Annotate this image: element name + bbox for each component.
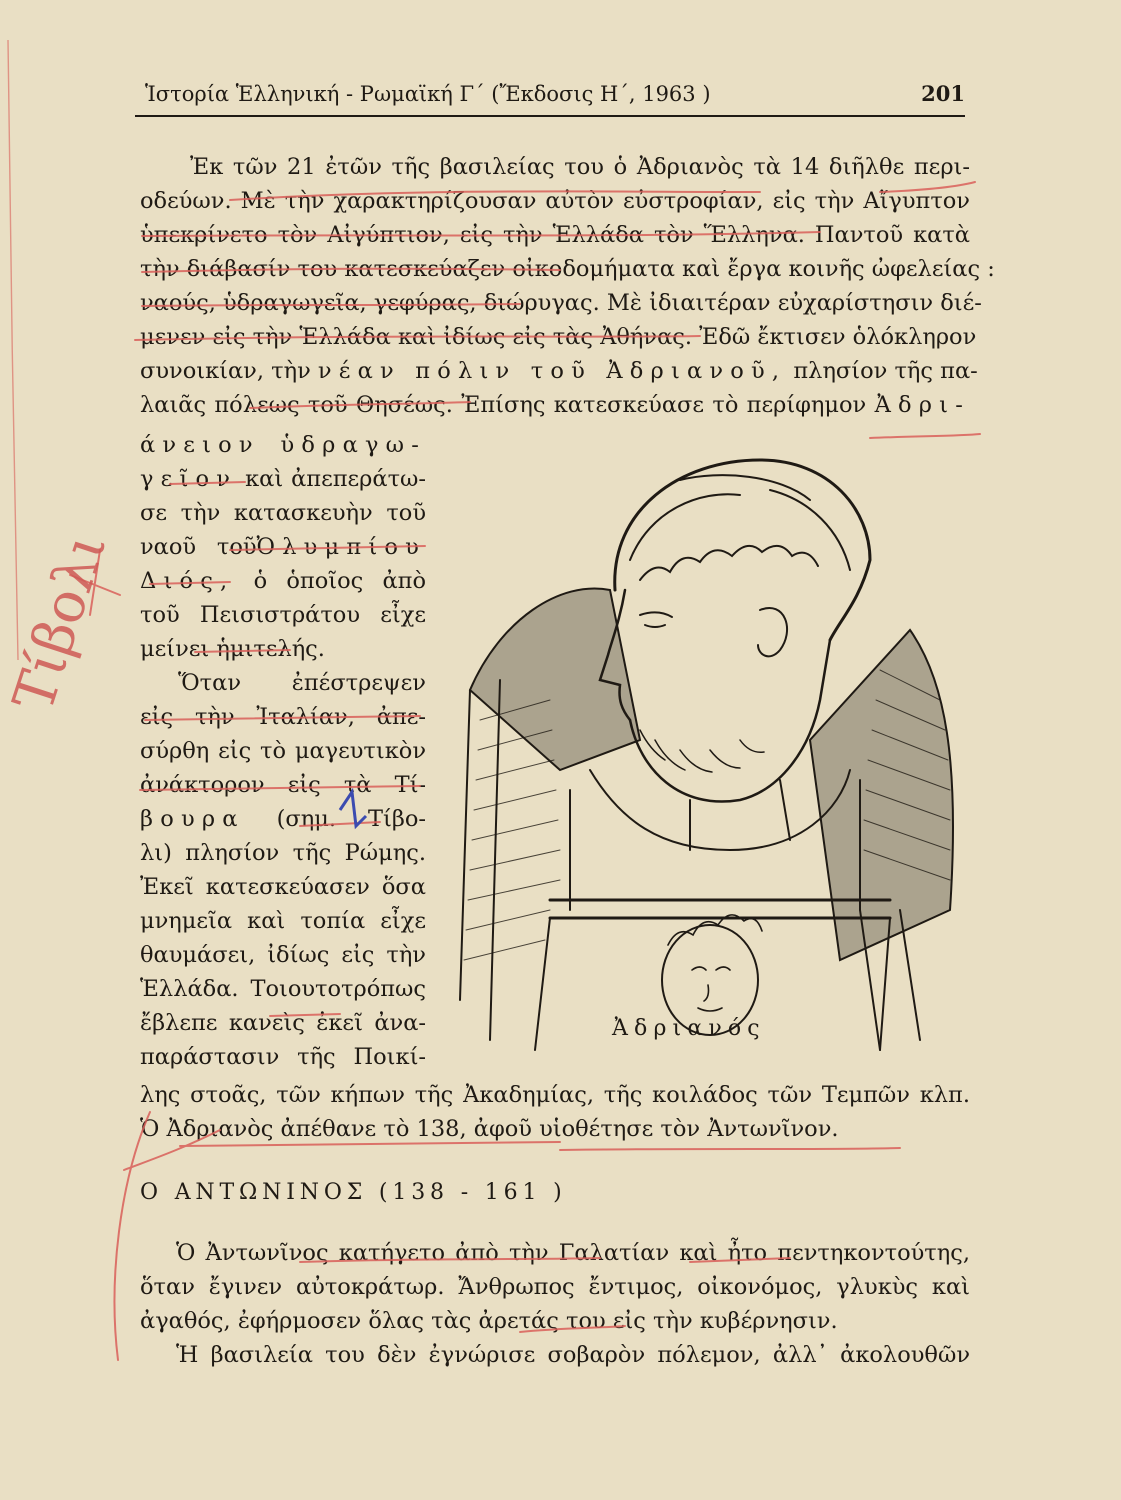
text-line: Ὁ Ἀδριανὸς ἀπέθανε τὸ 138, ἀφοῦ υἱοθέτησε τὸν Ἀντωνῖνον.: [140, 1116, 839, 1142]
text-fragment: πλησίον τῆς πα-: [793, 358, 978, 384]
narrow-line: [140, 428, 426, 462]
narrow-line: [140, 462, 426, 496]
text-line: Ὁ Ἀντωνῖνος κατήγετο ἀπὸ τὴν Γαλατίαν καὶ ἦτο πεντηκοντούτης,: [176, 1240, 970, 1266]
handwritten-margin-note: Τίβολι: [1, 525, 120, 720]
spaced-text: άνειον ὑδραγω-: [140, 432, 426, 458]
text-line: ὅταν ἔγινεν αὐτοκράτωρ. Ἄνθρωπος ἔντιμος, οἰκονόμος, γλυκὺς καὶ: [140, 1274, 970, 1300]
spaced-text: Διός,: [140, 568, 235, 594]
text-line: ἀγαθός, ἐφήρμοσεν ὅλας τὰς ἀρετάς του εἰς τὴν κυβέρνησιν.: [140, 1308, 838, 1334]
text-line: τὴν διάβασίν του κατεσκεύαζεν οἰκοδομήματα καὶ ἔργα κοινῆς ὠφελείας :: [140, 256, 995, 282]
text-line: μενεν εἰς τὴν Ἑλλάδα καὶ ἰδίως εἰς τὰς Ἀθήνας. Ἐδῶ ἔκτισεν ὁλόκληρον: [140, 324, 977, 350]
text-line: ναούς, ὑδραγωγεῖα, γεφύρας, διώρυγας. Μὲ ἰδιαιτέραν εὐχαρίστησιν διέ-: [140, 290, 982, 316]
text-line: [140, 388, 970, 422]
narrow-line: ἔβλεπε κανεὶς ἐκεῖ ἀνα-: [140, 1010, 426, 1036]
text-line: Ἐκ τῶν 21 ἐτῶν τῆς βασιλείας του ὁ Ἀδριανὸς τὰ 14 διῆλθε περι-: [190, 154, 970, 180]
narrow-line: λι) πλησίον τῆς Ρώμης.: [140, 840, 426, 866]
narrow-line: ἀνάκτορον εἰς τὰ Τί-: [140, 772, 426, 798]
text-line: Ἡ βασιλεία του δὲν ἐγνώρισε σοβαρὸν πόλεμον, ἀλλ᾽ ἀκολουθῶν: [176, 1342, 970, 1368]
narrow-line: σύρθη εἰς τὸ μαγευτικὸν: [140, 738, 426, 764]
narrow-line: μείνει ἡμιτελής.: [140, 636, 325, 662]
spaced-text: γεῖον: [140, 466, 238, 492]
figure-caption: Ἀδριανός: [612, 1016, 766, 1041]
narrow-line: εἰς τὴν Ἰταλίαν, ἀπε-: [140, 704, 426, 730]
spaced-text: νέαν πόλιν τοῦ Ἀδριανοῦ,: [317, 358, 787, 384]
text-line: [140, 354, 978, 388]
text-fragment: συνοικίαν, τὴν: [140, 358, 311, 384]
narrow-line: θαυμάσει, ἰδίως εἰς τὴν: [140, 942, 426, 968]
text-line: οδεύων. Μὲ τὴν χαρακτηρίζουσαν αὐτὸν εὐστροφίαν, εἰς τὴν Αἴγυπτον: [140, 188, 970, 214]
narrow-line: [140, 564, 426, 598]
narrow-line: Ἐκεῖ κατεσκεύασεν ὅσα: [140, 874, 426, 900]
section-heading: Ο ΑΝΤΩΝΙΝΟΣ (138 - 161 ): [140, 1180, 567, 1205]
text-fragment: ὁ ὁποῖος ἀπὸ: [253, 568, 426, 594]
narrow-line: [140, 802, 426, 836]
narrow-line: σε τὴν κατασκευὴν τοῦ: [140, 500, 426, 526]
text-fragment: ναοῦ τοῦ: [140, 534, 257, 560]
text-fragment: (σημ. Τίβο-: [276, 806, 426, 832]
spaced-text: Ὀλυμπίου: [256, 534, 426, 560]
text-line: ὑπεκρίνετο τὸν Αἰγύπτιον, εἰς τὴν Ἑλλάδα τὸν Ἕλληνα. Παντοῦ κατὰ: [140, 222, 970, 248]
narrow-line: παράστασιν τῆς Ποικί-: [140, 1044, 426, 1070]
text-fragment: καὶ ἀπεπεράτω-: [245, 466, 426, 492]
narrow-line: Ὅταν ἐπέστρεψεν: [178, 670, 426, 696]
narrow-line: [140, 530, 426, 564]
spaced-text: βουρα: [140, 806, 245, 832]
narrow-line: Ἑλλάδα. Τοιουτοτρόπως: [140, 976, 426, 1002]
text-fragment: λαιᾶς πόλεως τοῦ Θησέως. Ἐπίσης κατεσκεύασε τὸ περίφημον: [140, 392, 867, 418]
running-header: [135, 78, 965, 110]
header-rule: [135, 115, 965, 117]
hadrian-bust-illustration: [440, 440, 980, 1060]
spaced-text: Ἀδρι-: [874, 392, 971, 418]
page-number: 201: [921, 81, 965, 106]
running-title: Ἱστορία Ἑλληνική - Ρωμαϊκή Γ΄ (Ἔκδοσις Η΄, 1963 ): [145, 82, 711, 106]
narrow-line: τοῦ Πεισιστράτου εἶχε: [140, 602, 426, 628]
text-line: λης στοᾶς, τῶν κήπων τῆς Ἀκαδημίας, τῆς κοιλάδος τῶν Τεμπῶν κλπ.: [140, 1082, 970, 1108]
narrow-line: μνημεῖα καὶ τοπία εἶχε: [140, 908, 426, 934]
